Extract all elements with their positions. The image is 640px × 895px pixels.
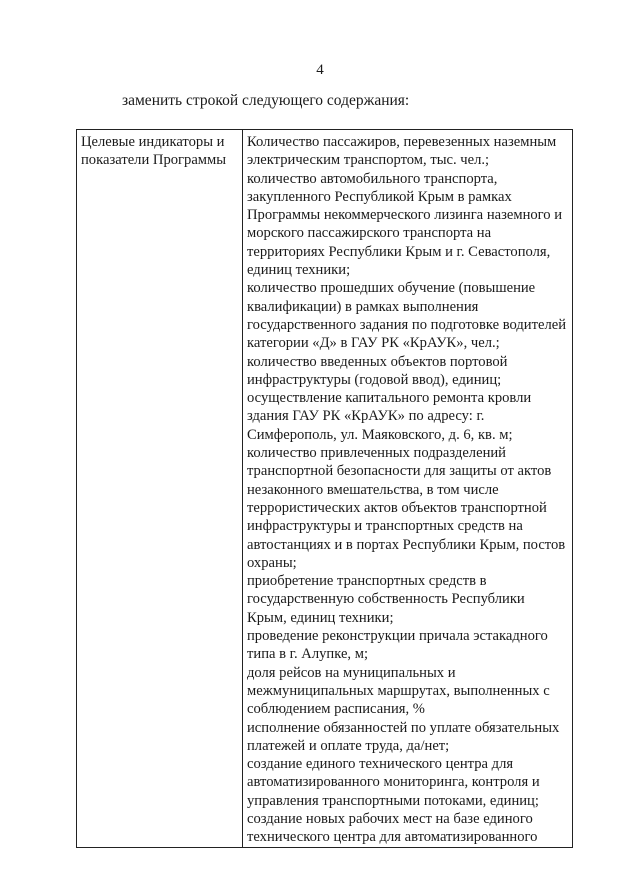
indicator-item: количество введенных объектов портовой инфраструктуры (годовой ввод), единиц; [247, 353, 508, 388]
row-label-line-1: Целевые индикаторы и [81, 134, 225, 150]
program-indicators-table [76, 129, 573, 848]
row-label-line-2: показатели Программы [81, 152, 227, 169]
indicator-item: количество прошедших обучение (повышение квалификации) в рамках выполнения государственного задания по подготовке водителей категории «Д» в ГАУ РК «КрАУК», чел.; [247, 280, 567, 352]
indicator-item: проведение реконструкции причала эстакадного типа в г. Алупке, м; [247, 628, 548, 663]
indicator-item: приобретение транспортных средств в государственную собственность Республики Крым, единиц техники; [247, 573, 525, 626]
row-label-cell [77, 130, 243, 848]
intro-text: заменить строкой следующего содержания: [122, 92, 410, 109]
indicator-item: создание единого технического центра для автоматизированного мониторинга, контроля и управления транспортными потоками, единиц; [247, 756, 540, 809]
indicator-item: исполнение обязанностей по уплате обязательных платежей и оплате труда, да/нет; [247, 719, 560, 754]
indicator-item: количество привлеченных подразделений транспортной безопасности для защиты от актов незаконного вмешательства, в том числе террористических актов объектов транспортной инфраструктуры и транспортных средств на автостанциях и в портах Республики Крым, постов охраны; [247, 445, 566, 571]
indicator-item: создание новых рабочих мест на базе единого технического центра для автоматизированного [247, 810, 538, 846]
page-number: 4 [316, 62, 324, 78]
indicators-cell [243, 130, 573, 848]
table-row [77, 130, 573, 848]
indicator-item: Количество пассажиров, перевезенных наземным электрическим транспортом, тыс. чел.; [247, 134, 557, 169]
indicator-item: количество автомобильного транспорта, закупленного Республикой Крым в рамках Программы некоммерческого лизинга наземного и морского пассажирского транспорта на территориях Республики Крым и г. Севастополя, единиц техники; [247, 170, 563, 279]
indicator-item: доля рейсов на муниципальных и межмуниципальных маршрутах, выполненных с соблюдением расписания, % [247, 664, 550, 718]
indicator-item: осуществление капитального ремонта кровли здания ГАУ РК «КрАУК» по адресу: г. Симферополь, ул. Маяковского, д. 6, кв. м; [247, 390, 532, 443]
